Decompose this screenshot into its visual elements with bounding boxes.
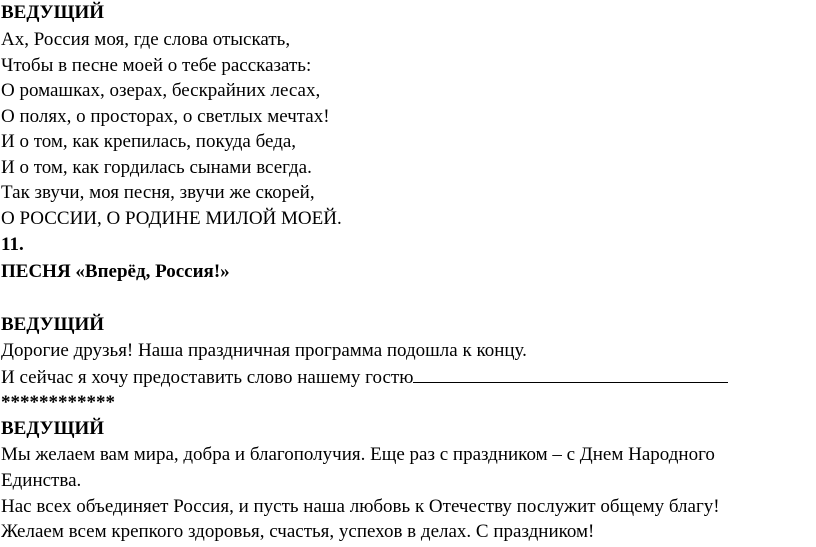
paragraph-line: Дорогие друзья! Наша праздничная программа подошла к концу. <box>1 340 527 361</box>
paragraph-line: Мы желаем вам мира, добра и благополучия. Еще раз с праздником – с Днем Народного <box>1 444 715 465</box>
speaker-heading: ВЕДУЩИЙ <box>1 314 105 335</box>
paragraph-line: Единства. <box>1 470 82 491</box>
poem-line: О РОССИИ, О РОДИНЕ МИЛОЙ МОЕЙ. <box>1 208 342 229</box>
separator: ************ <box>1 392 115 413</box>
item-number: 11. <box>1 234 24 255</box>
speaker-heading: ВЕДУЩИЙ <box>1 2 105 23</box>
paragraph-line: Нас всех объединяет Россия, и пусть наша любовь к Отечеству послужит общему благу! <box>1 496 720 517</box>
guest-name-blank <box>413 365 728 383</box>
poem-line: И о том, как гордилась сынами всегда. <box>1 157 312 178</box>
song-title: ПЕСНЯ «Вперёд, Россия!» <box>1 261 230 282</box>
paragraph-line-with-blank <box>1 365 728 390</box>
poem-line: Чтобы в песне моей о тебе рассказать: <box>1 55 312 76</box>
poem-line: О полях, о просторах, о светлых мечтах! <box>1 106 330 127</box>
poem-line: Ах, Россия моя, где слова отыскать, <box>1 29 291 50</box>
speaker-heading: ВЕДУЩИЙ <box>1 418 105 439</box>
paragraph-line: И сейчас я хочу предоставить слово нашему гостю <box>1 367 414 388</box>
poem-line: О ромашках, озерах, бескрайних лесах, <box>1 80 321 101</box>
poem-line: И о том, как крепилась, покуда беда, <box>1 131 297 152</box>
poem-line: Так звучи, моя песня, звучи же скорей, <box>1 182 315 203</box>
paragraph-line: Желаем всем крепкого здоровья, счастья, успехов в делах. С праздником! <box>1 521 595 542</box>
